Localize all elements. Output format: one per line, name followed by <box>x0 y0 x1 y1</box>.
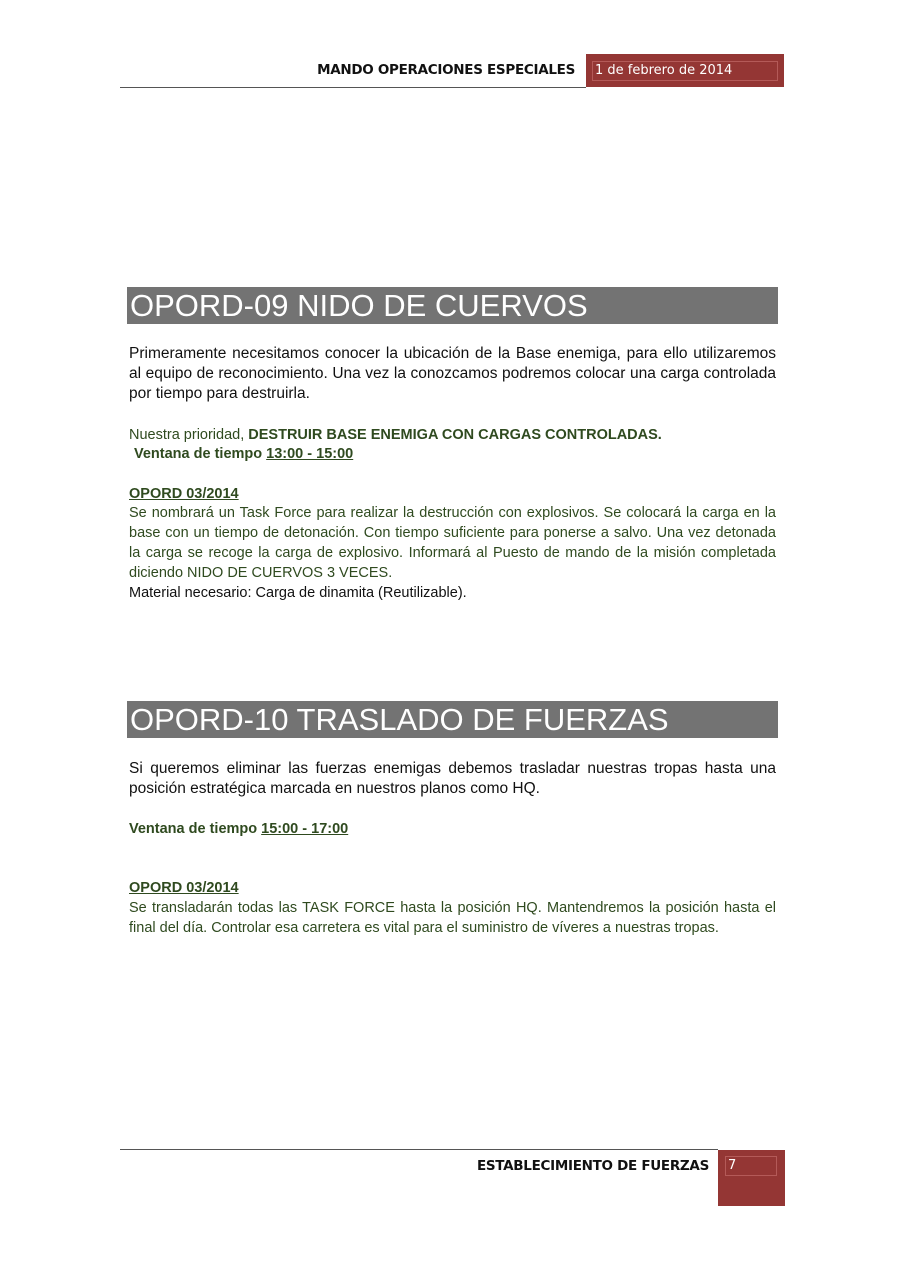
time-window-label: Ventana de tiempo <box>134 446 267 462</box>
header-date-box <box>586 54 784 87</box>
priority-line <box>129 425 776 445</box>
section-heading-opord-10: OPORD-10 TRASLADO DE FUERZAS <box>127 701 778 738</box>
section-heading-opord-09: OPORD-09 NIDO DE CUERVOS <box>127 287 778 324</box>
time-window-value: 13:00 - 15:00 <box>266 446 354 462</box>
material-line: Material necesario: Carga de dinamita (Reutilizable). <box>129 585 467 601</box>
section-intro: Si queremos eliminar las fuerzas enemigas debemos trasladar nuestras tropas hasta una posición estratégica marcada en nuestros planos como HQ. <box>129 760 776 797</box>
priority-value: DESTRUIR BASE ENEMIGA CON CARGAS CONTROLADAS. <box>248 427 662 443</box>
time-window <box>129 444 781 464</box>
page-number: 7 <box>725 1156 777 1176</box>
opord-text: Se nombrará un Task Force para realizar la destrucción con explosivos. Se colocará la carga en la base con un tiempo de detonación. Con tiempo suficiente para ponerse a salvo. Una vez detonada la carga se recoge la carga de explosivo. Informará al Puesto de mando de la misión completada diciendo NIDO DE CUERVOS 3 VECES. <box>129 505 776 581</box>
opord-label: OPORD 03/2014 <box>129 880 239 896</box>
header-rule <box>120 87 586 88</box>
footer-rule <box>120 1149 718 1150</box>
footer-title: ESTABLECIMIENTO DE FUERZAS <box>476 1158 709 1174</box>
priority-label: Nuestra prioridad, <box>129 427 249 443</box>
time-window-value: 15:00 - 17:00 <box>261 821 349 837</box>
opord-label: OPORD 03/2014 <box>129 486 239 502</box>
section-intro: Primeramente necesitamos conocer la ubicación de la Base enemiga, para ello utilizaremos al equipo de reconocimiento. Una vez la conozcamos podremos colocar una carga controlada por tiempo para destruirla. <box>129 345 776 402</box>
time-window <box>129 819 776 839</box>
header-date: 1 de febrero de 2014 <box>592 61 778 81</box>
page-number-box <box>718 1150 785 1206</box>
time-window-label: Ventana de tiempo <box>129 821 262 837</box>
opord-text: Se transladarán todas las TASK FORCE hasta la posición HQ. Mantendremos la posición hasta el final del día. Controlar esa carretera es vital para el suministro de víveres a nuestras tropas. <box>129 900 776 936</box>
header-title: MANDO OPERACIONES ESPECIALES <box>317 62 575 78</box>
